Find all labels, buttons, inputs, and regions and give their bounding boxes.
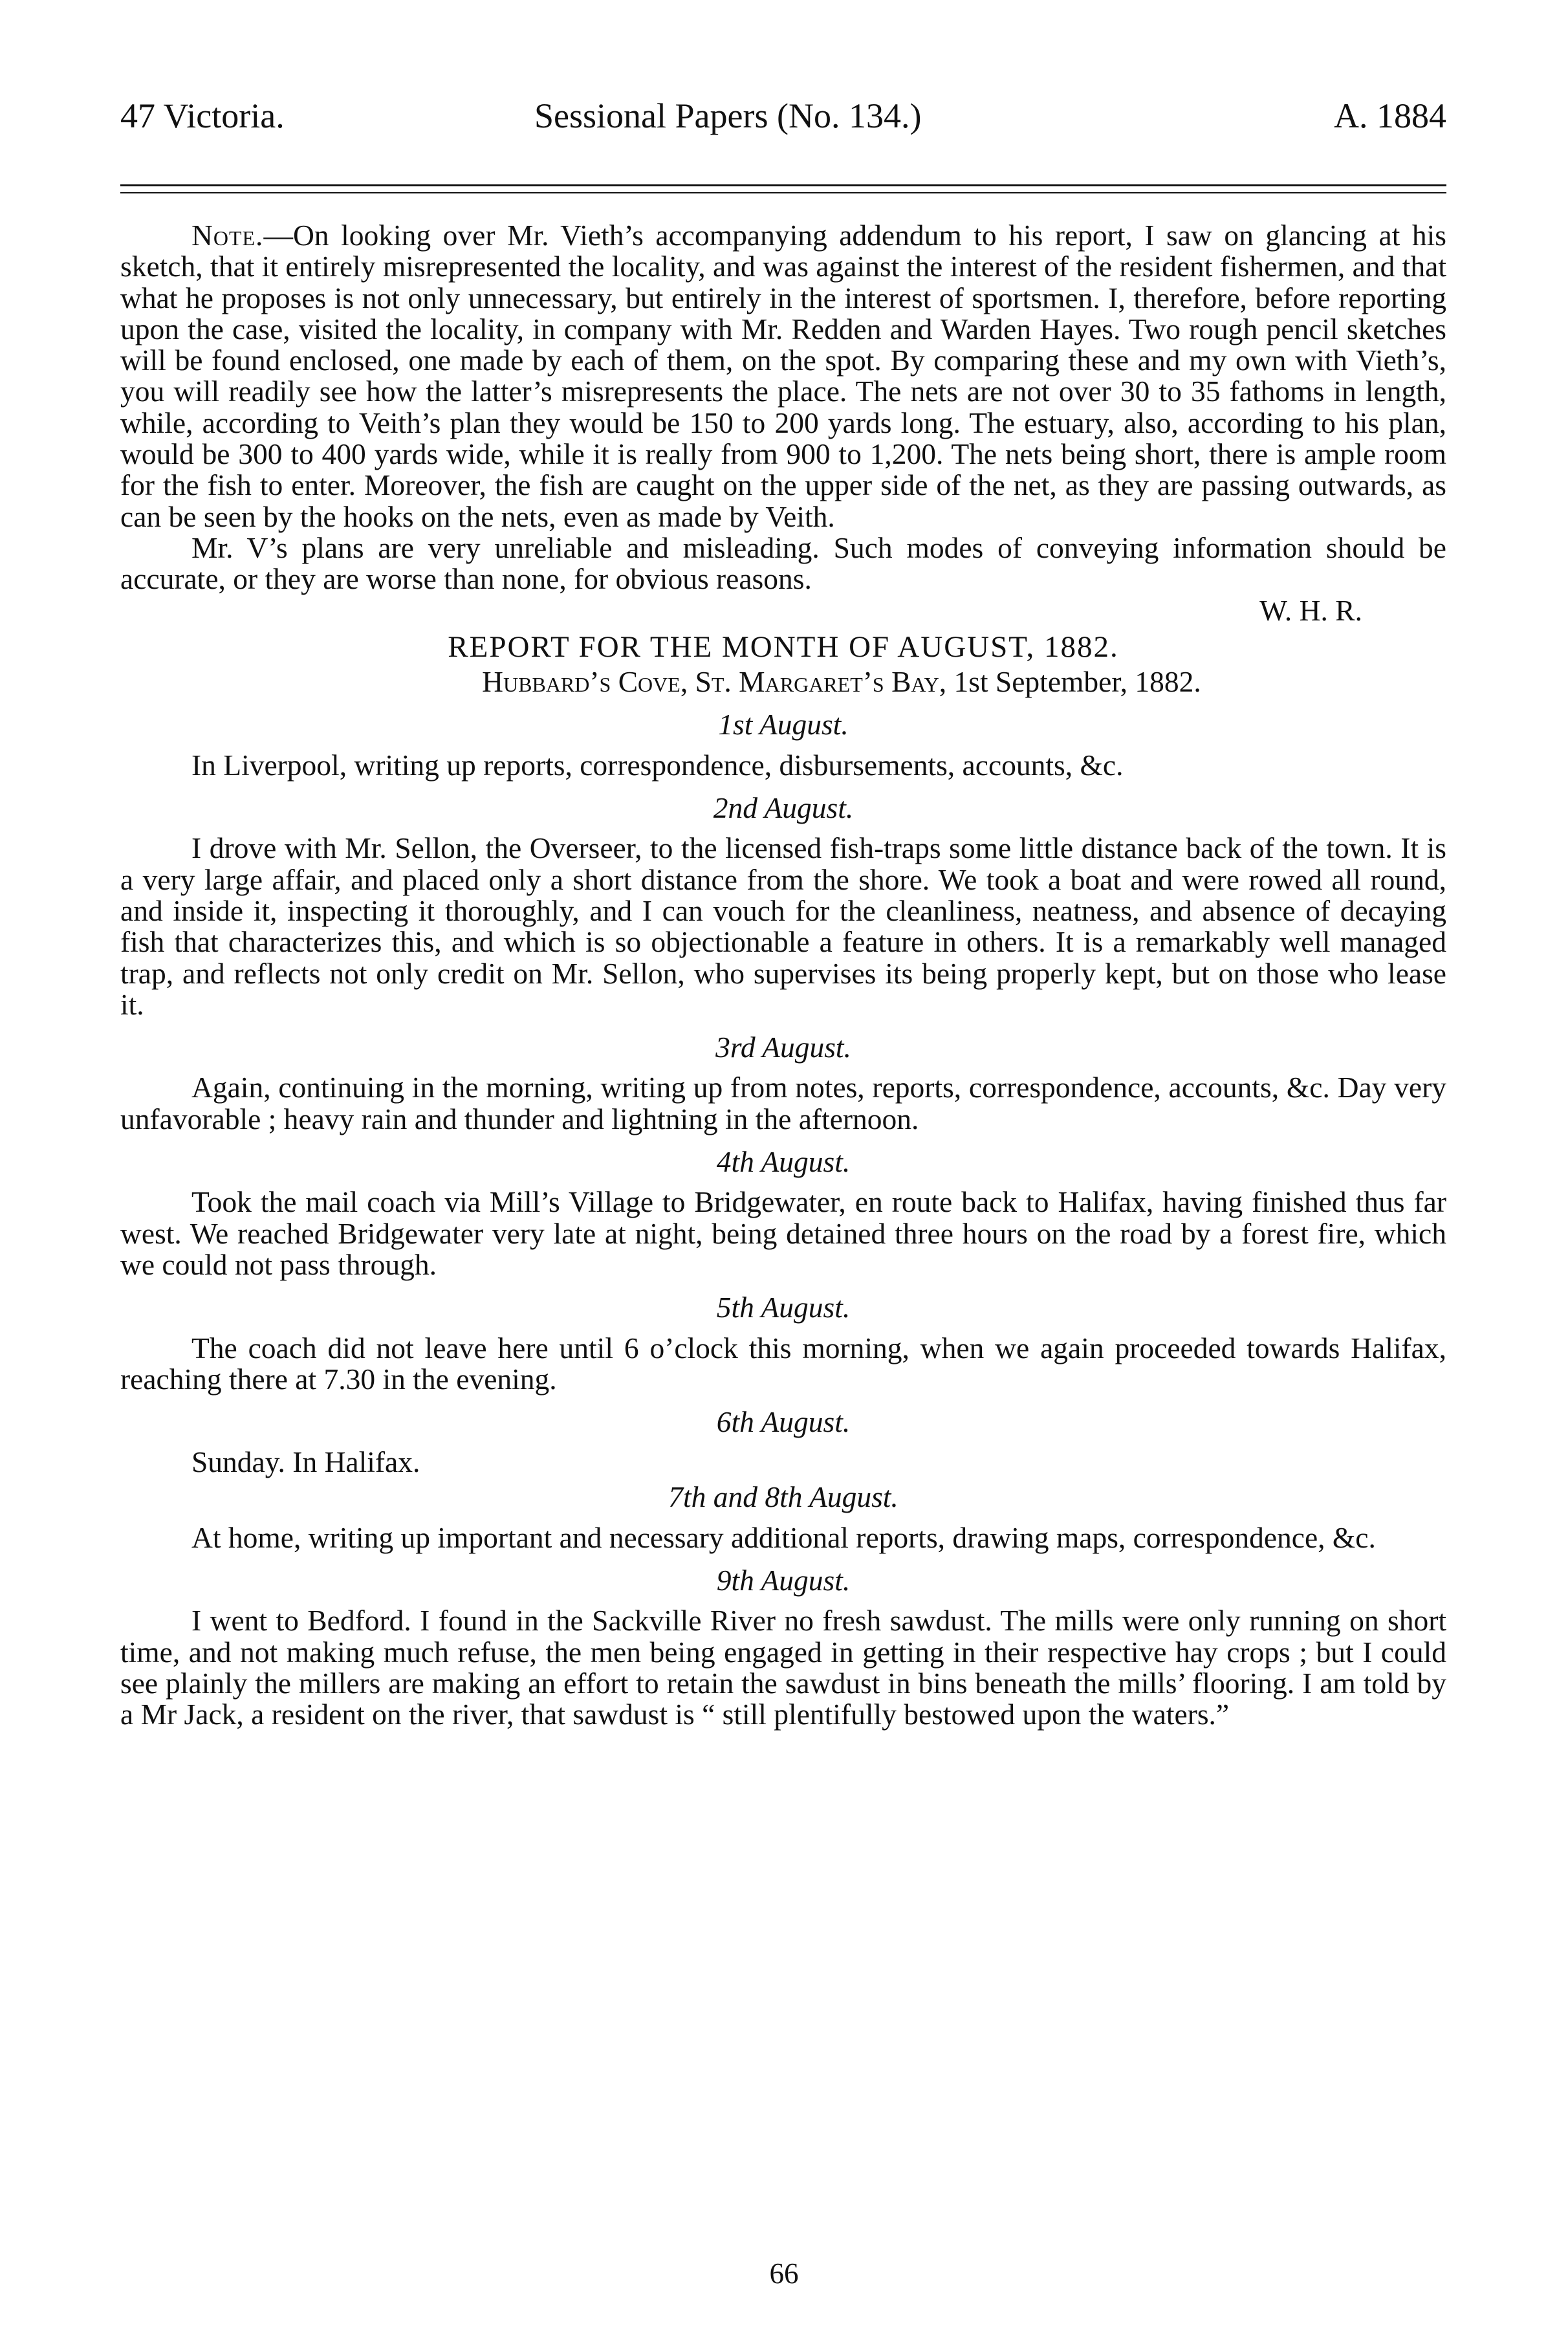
entry-date: 5th August.	[716, 1291, 851, 1324]
entry-text: I drove with Mr. Sellon, the Overseer, to the licensed fish-traps some little distance back of the town. It is a very large affair, and placed only a short distance from the shore. We took a boat and were rowed all round, and inside it, inspecting it thoroughly, and I can vouch for the cleanliness, neatness, and absence of decaying fish that characterizes this, and which is so objectionable a feature in others. It is a remarkably well managed trap, and reflects not only credit on Mr. Sellon, who supervises its being properly kept, but on those who lease it.	[120, 831, 1446, 1021]
note-paragraph	[120, 220, 1446, 532]
page-number: 66	[769, 2257, 799, 2290]
entry-date: 9th August.	[716, 1563, 851, 1597]
entry-text: Took the mail coach via Mill’s Village to Bridgewater, en route back to Halifax, having finished thus far west. We reached Bridgewater very late at night, being detained three hours on the road by a forest fire, which we could not pass through.	[120, 1185, 1446, 1281]
entry-text: At home, writing up important and necessary additional reports, drawing maps, correspondence, &c.	[191, 1520, 1376, 1554]
entry-date: 3rd August.	[715, 1031, 851, 1064]
entry-date: 6th August.	[716, 1405, 851, 1439]
running-header	[120, 96, 1446, 148]
entry-text-row	[120, 1447, 1446, 1478]
entry-date: 4th August.	[716, 1145, 851, 1179]
header-year: A. 1884	[1334, 96, 1446, 135]
entry-date: 1st August.	[718, 708, 849, 741]
entry-text: Sunday. In Halifax.	[191, 1445, 420, 1479]
note-paragraph-2: Mr. V’s plans are very unreliable and misleading. Such modes of conveying information should be accurate, or they are worse than none, for obvious reasons.	[120, 531, 1446, 596]
report-place: Hubbard’s Cove, St. Margaret’s Bay,	[482, 665, 947, 699]
entry-text: Again, continuing in the morning, writing up from notes, reports, correspondence, accounts, &c. Day very unfavorable ; heavy rain and thunder and lightning in the afternoon.	[120, 1071, 1446, 1135]
note-signature: W. H. R.	[1259, 593, 1362, 627]
entry-date: 2nd August.	[713, 791, 854, 825]
header-rule-top	[120, 184, 1446, 186]
page-body	[120, 220, 1446, 1730]
entry-text: I went to Bedford. I found in the Sackville River no fresh sawdust. The mills were only running on short time, and not making much refuse, the men being engaged in getting in their respective hay crops ; but I could see plainly the millers are making an effort to retain the sawdust in bins beneath the mills’ flooring. I am told by a Mr Jack, a resident on the river, that sawdust is “ still plentifully bestowed upon the waters.”	[120, 1604, 1446, 1731]
header-rule-bottom	[120, 192, 1446, 193]
header-volume: 47 Victoria.	[120, 96, 285, 135]
note-label: Note.	[191, 219, 264, 252]
entry-date: 7th and 8th August.	[668, 1480, 898, 1514]
note-body: —On looking over Mr. Vieth’s accompanying addendum to his report, I saw on glancing at his sketch, that it entirely misrepresented the locality, and was against the interest of the resident fishermen, and that what he proposes is not only unnecessary, but entirely in the interest of sportsmen. I, therefore, before reporting upon the case, visited the locality, in company with Mr. Redden and Warden Hayes. Two rough pencil sketches will be found enclosed, one made by each of them, on the spot. By comparing these and my own with Vieth’s, you will readily see how the latter’s misrepresents the place. The nets are not over 30 to 35 fathoms in length, while, according to Veith’s plan they would be 150 to 200 yards long. The estuary, also, according to his plan, would be 300 to 400 yards wide, while it is really from 900 to 1,200. The nets being short, there is ample room for the fish to enter. Moreover, the fish are caught on the upper side of the net, as they are passing outwards, as can be seen by the hooks on the nets, even as made by Veith.	[120, 219, 1446, 533]
entry-text: The coach did not leave here until 6 o’clock this morning, when we again proceeded towards Halifax, reaching there at 7.30 in the evening.	[120, 1331, 1446, 1396]
entry-text: In Liverpool, writing up reports, correspondence, disbursements, accounts, &c.	[191, 748, 1124, 782]
report-dateline	[120, 666, 1446, 697]
report-title: REPORT FOR THE MONTH OF AUGUST, 1882.	[448, 630, 1119, 664]
header-title: Sessional Papers (No. 134.)	[534, 96, 922, 135]
report-date: 1st September, 1882.	[953, 665, 1201, 699]
